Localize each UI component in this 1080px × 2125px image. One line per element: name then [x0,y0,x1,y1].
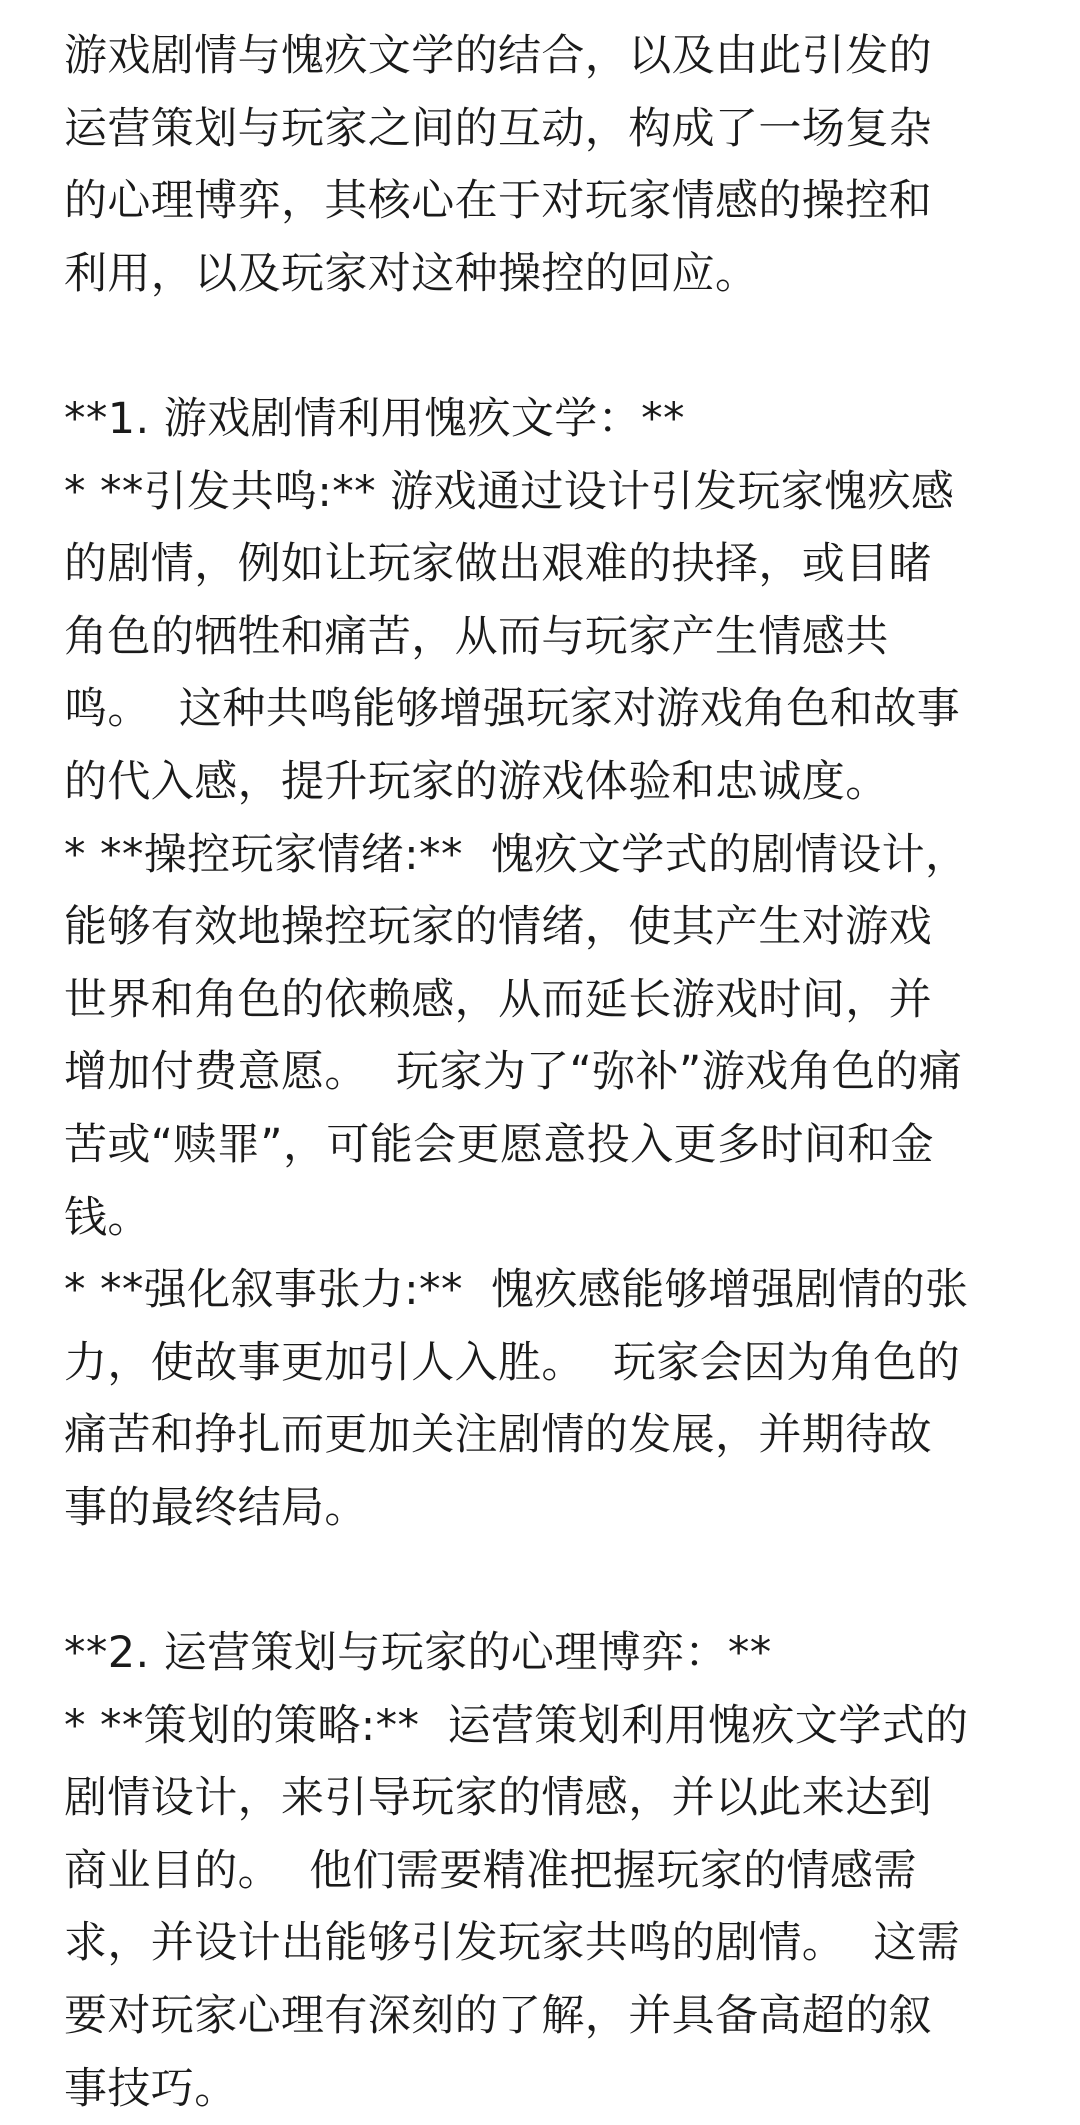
text-line: 剧情设计，来引导玩家的情感，并以此来达到 [64,1773,932,1824]
text-line: 痛苦和挣扎而更加关注剧情的发展，并期待故 [64,1410,932,1461]
blank-line [64,310,1024,383]
text-line: * **操控玩家情绪:** 愧疚文学式的剧情设计， [64,829,969,880]
text-line: 钱。 [64,1192,151,1243]
text-line: 增加付费意愿。 玩家为了“弥补”游戏角色的痛 [64,1047,963,1098]
text-line: 的心理博弈，其核心在于对玩家情感的操控和 [64,176,932,227]
text-line: * **策划的策略:** 运营策划利用愧疚文学式的 [64,1700,969,1751]
text-line: * **引发共鸣:** 游戏通过设计引发玩家愧疚感 [64,466,955,517]
text-line: 游戏剧情与愧疚文学的结合，以及由此引发的 [64,31,932,81]
text-line: 苦或“赎罪”，可能会更愿意投入更多时间和金 [64,1119,934,1170]
text-line: 鸣。 这种共鸣能够增强玩家对游戏角色和故事 [64,684,961,735]
text-line: 的剧情，例如让玩家做出艰难的抉择，或目睹 [64,539,932,590]
text-line: 事的最终结局。 [64,1482,368,1533]
text-line: 运营策划与玩家之间的互动，构成了一场复杂 [64,103,932,154]
section-heading-1: **1. 游戏剧情利用愧疚文学：** [64,393,685,444]
section-heading-2: **2. 运营策划与玩家的心理博弈：** [64,1628,772,1679]
text-line: 的代入感，提升玩家的游戏体验和忠诚度。 [64,756,889,807]
text-line: 求，并设计出能够引发玩家共鸣的剧情。 这需 [64,1918,961,1969]
text-line: 世界和角色的依赖感，从而延长游戏时间，并 [64,974,932,1025]
text-line: 事技巧。 [64,2063,238,2114]
text-line: 能够有效地操控玩家的情绪，使其产生对游戏 [64,902,932,953]
text-line: 要对玩家心理有深刻的了解，并具备高超的叙 [64,1991,932,2042]
text-line: 商业目的。 他们需要精准把握玩家的情感需 [64,1845,917,1896]
blank-line [64,1544,1024,1617]
text-line: 利用，以及玩家对这种操控的回应。 [64,248,759,299]
text-line: * **强化叙事张力:** 愧疚感能够增强剧情的张 [64,1265,969,1316]
document-text [64,20,1024,2125]
text-line: 角色的牺牲和痛苦，从而与玩家产生情感共 [64,611,889,662]
text-line: 力，使故事更加引人入胜。 玩家会因为角色的 [64,1337,961,1388]
